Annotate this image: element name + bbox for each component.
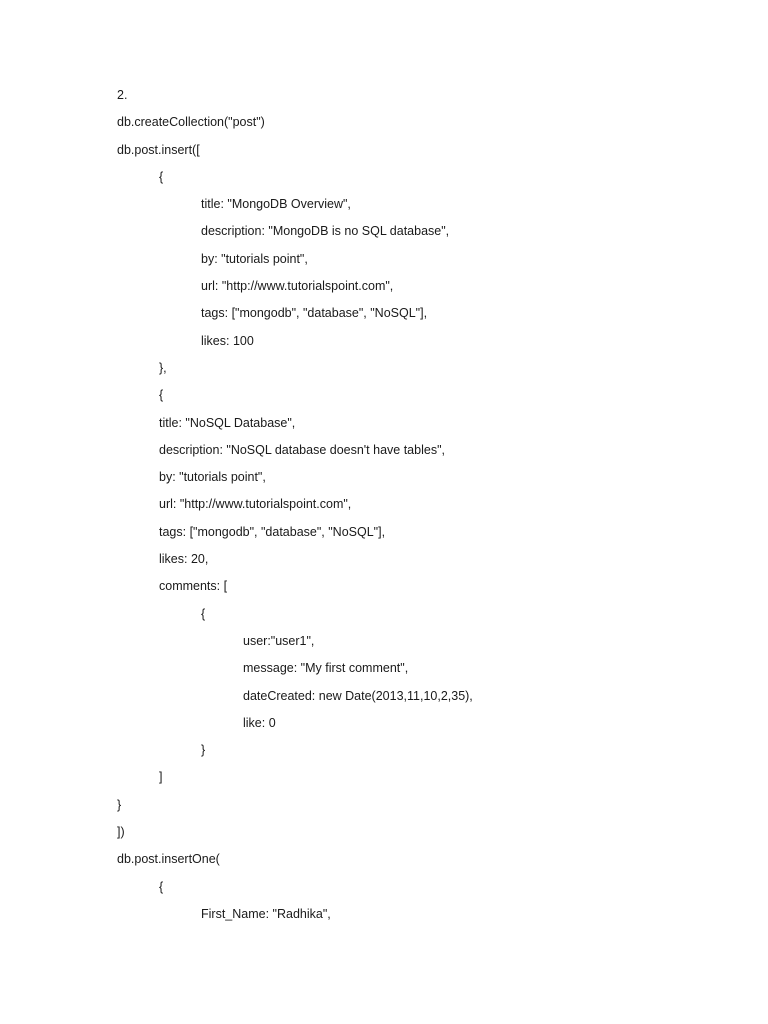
text-line: tags: ["mongodb", "database", "NoSQL"],: [201, 306, 428, 321]
text-line: },: [159, 360, 167, 375]
text-line: description: "NoSQL database doesn't have tables",: [159, 442, 445, 457]
text-line: {: [159, 169, 164, 184]
text-line: likes: 20,: [159, 552, 209, 567]
text-line: db.post.insert([: [117, 142, 200, 157]
text-line: }: [201, 743, 206, 758]
text-line: dateCreated: new Date(2013,11,10,2,35),: [243, 688, 473, 703]
text-line: {: [159, 879, 164, 894]
text-line: like: 0: [243, 715, 276, 730]
text-line: db.createCollection("post"): [117, 115, 265, 130]
text-line: tags: ["mongodb", "database", "NoSQL"],: [159, 524, 386, 539]
text-line: by: "tutorials point",: [201, 251, 308, 266]
text-line: url: "http://www.tutorialspoint.com",: [201, 279, 394, 294]
document-body: [0, 84, 768, 930]
text-line: description: "MongoDB is no SQL database",: [201, 224, 450, 239]
text-line: ]: [159, 770, 163, 785]
text-line: by: "tutorials point",: [159, 470, 266, 485]
text-line: likes: 100: [201, 333, 254, 348]
text-line: db.post.insertOne(: [117, 852, 220, 867]
text-line: {: [159, 388, 164, 403]
text-line: ]): [117, 825, 125, 840]
text-line: user:"user1",: [243, 633, 315, 648]
text-line: title: "MongoDB Overview",: [201, 197, 351, 212]
text-line: First_Name: "Radhika",: [201, 906, 331, 921]
text-line: comments: [: [159, 579, 228, 594]
text-line: message: "My first comment",: [243, 661, 409, 676]
text-line: }: [117, 797, 122, 812]
text-line: 2.: [117, 88, 128, 102]
text-line: url: "http://www.tutorialspoint.com",: [159, 497, 352, 512]
text-line: {: [201, 606, 206, 621]
text-line: title: "NoSQL Database",: [159, 415, 296, 430]
